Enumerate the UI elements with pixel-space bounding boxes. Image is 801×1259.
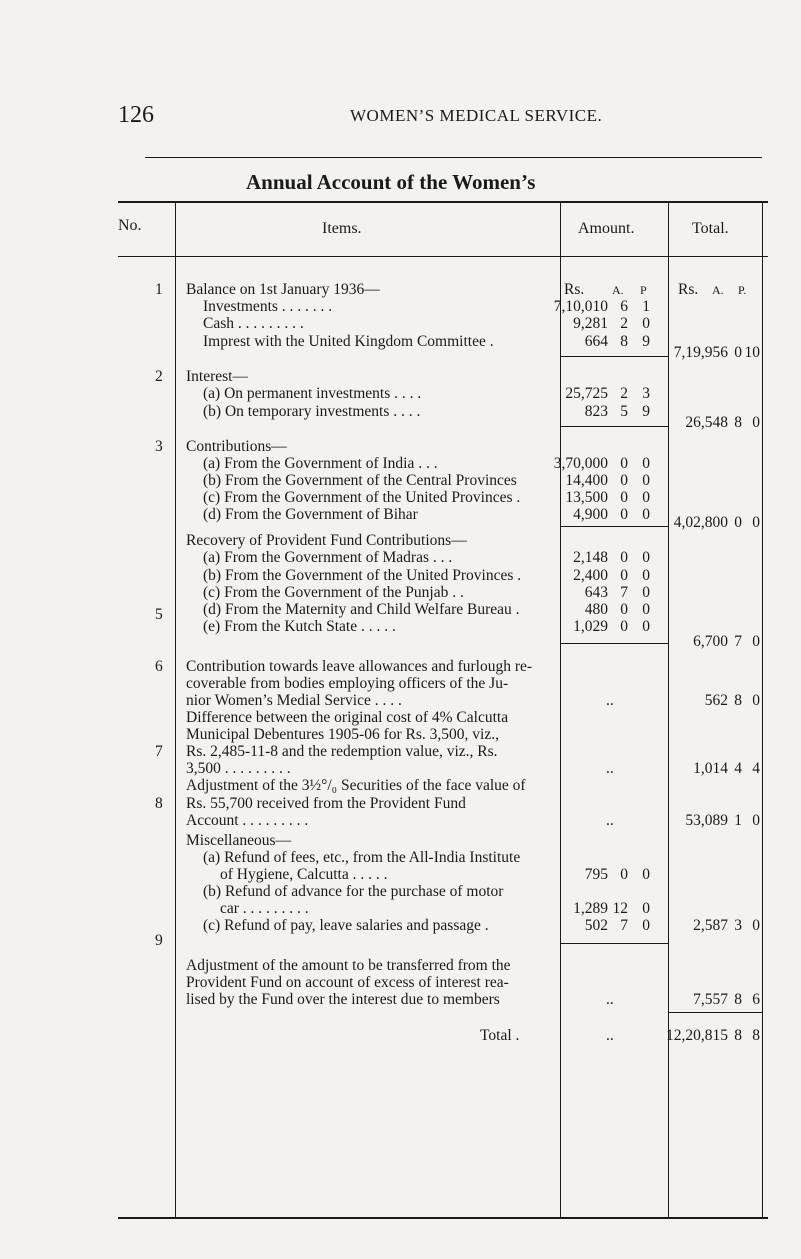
item-line: (a) On permanent investments . . . . [203,385,422,402]
amount-p: 0 [642,618,650,635]
amount-rs: 3,70,000 [553,455,608,472]
item-line: car . . . . . . . . . [220,900,309,917]
amount-a: 0 [620,506,628,523]
item-line: Cash . . . . . . . . . [203,315,304,332]
amount-p: 3 [642,385,650,402]
amount-rs: 25,725 [565,385,608,402]
item-line: Account . . . . . . . . . [186,812,309,829]
amount-a: 5 [620,403,628,420]
item-line: (c) From the Government of the United Provinces . [203,489,521,506]
amount-p: 9 [642,403,650,420]
total-p: 6 [752,991,760,1008]
amount-a: 0 [620,866,628,883]
total-a: 8 [734,991,742,1008]
item-line: (d) From the Government of Bihar [203,506,418,523]
total-currency-a: A. [712,283,724,297]
amount-a: 7 [620,584,628,601]
total-p: 4 [752,760,760,777]
item-line: (d) From the Maternity and Child Welfare Bureau . [203,601,520,618]
item-line: Imprest with the United Kingdom Committee . [203,333,494,350]
amount-a: 2 [620,315,628,332]
amount-a: 0 [620,549,628,566]
amount-rs: 664 [584,333,608,350]
amount-dots: .. [606,991,614,1008]
amount-p: 9 [642,333,650,350]
page-number: 126 [118,102,154,128]
amount-p: 0 [642,900,650,917]
amount-dots: .. [606,812,614,829]
col-rule-total [762,202,763,1217]
total-a: 0 [734,514,742,531]
total-p: 10 [744,344,760,361]
item-line: Recovery of Provident Fund Contributions— [186,532,467,549]
amount-currency-a: A. [612,283,624,297]
item-line: Investments . . . . . . . [203,298,333,315]
amount-rs: 502 [584,917,608,934]
amount-rs: 4,900 [573,506,608,523]
amount-rs: 1,289 [573,900,608,917]
row-number: 2 [155,368,163,385]
subtotal-rule [560,526,668,527]
total-a: 0 [734,344,742,361]
top-rule [145,157,762,158]
total-a: 3 [734,917,742,934]
amount-p: 0 [642,489,650,506]
item-line: Difference between the original cost of 4% Calcutta [186,709,509,726]
item-line: (a) Refund of fees, etc., from the All-India Institute [203,849,521,866]
row-number: 1 [155,281,163,298]
amount-dots: .. [606,692,614,709]
amount-rs: 14,400 [565,472,608,489]
amount-a: 2 [620,385,628,402]
item-line: (c) Refund of pay, leave salaries and passage . [203,917,489,934]
item-line: coverable from bodies employing officers of the Ju- [186,675,509,692]
subtotal-rule [560,643,668,644]
amount-p: 0 [642,584,650,601]
total-rs: 562 [704,692,728,709]
amount-currency-p: P [640,283,647,297]
item-line: (b) From the Government of the United Provinces . [203,567,522,584]
total-rs: 6,700 [693,633,728,650]
header-total: Total. [692,220,729,237]
amount-rs: 823 [584,403,608,420]
total-rs: 7,557 [693,991,728,1008]
item-line: Municipal Debentures 1905-06 for Rs. 3,500, viz., [186,726,499,743]
grand-total-rule [668,1012,762,1013]
item-line: (b) From the Government of the Central Provinces [203,472,517,489]
total-a: 4 [734,760,742,777]
amount-p: 0 [642,472,650,489]
item-line: Interest— [186,368,248,385]
total-label: Total . [480,1027,520,1044]
amount-a: 8 [620,333,628,350]
col-rule-no [175,202,176,1217]
amount-p: 0 [642,866,650,883]
amount-rs: 13,500 [565,489,608,506]
amount-rs: 643 [584,584,608,601]
item-line: Rs. 55,700 received from the Provident Fund [186,795,466,812]
item-line: Rs. 2,485-11-8 and the redemption value, viz., Rs. [186,743,498,760]
amount-dots: .. [606,1027,614,1044]
item-line: nior Women’s Medial Service . . . . [186,692,402,709]
running-head: WOMEN’S MEDICAL SERVICE. [350,106,603,125]
total-p: 0 [752,633,760,650]
item-line: (a) From the Government of India . . . [203,455,438,472]
item-line: of Hygiene, Calcutta . . . . . [220,866,388,883]
amount-dots: .. [606,760,614,777]
amount-a: 7 [620,917,628,934]
total-a: 8 [734,414,742,431]
item-line: Provident Fund on account of excess of interest rea- [186,974,509,991]
subtotal-rule [560,426,668,427]
total-currency-rs: Rs. [678,281,699,298]
item-line: Contributions— [186,438,287,455]
grand-total-p: 8 [752,1027,760,1044]
table-title: Annual Account of the Women’s [246,170,536,194]
amount-rs: 2,148 [573,549,608,566]
item-line: lised by the Fund over the interest due to members [186,991,500,1008]
total-p: 0 [752,514,760,531]
item-line: Adjustment of the amount to be transferred from the [186,957,511,974]
header-amount: Amount. [578,220,635,237]
total-p: 0 [752,917,760,934]
amount-p: 0 [642,549,650,566]
row-number: 6 [155,658,163,675]
total-a: 7 [734,633,742,650]
total-rs: 53,089 [685,812,728,829]
col-rule-items [560,202,561,1217]
amount-a: 0 [620,489,628,506]
amount-a: 0 [620,601,628,618]
amount-a: 12 [612,900,628,917]
total-rs: 4,02,800 [673,514,728,531]
table-bottom-rule [118,1217,768,1219]
amount-p: 0 [642,917,650,934]
item-line: 3,500 . . . . . . . . . [186,760,291,777]
total-p: 0 [752,414,760,431]
total-rs: 1,014 [693,760,728,777]
amount-a: 0 [620,455,628,472]
amount-p: 0 [642,601,650,618]
row-number: 8 [155,795,163,812]
total-rs: 7,19,956 [673,344,728,361]
item-line: Adjustment of the 3½°/₀ Securities of the face value of [186,777,526,794]
total-rs: 26,548 [685,414,728,431]
grand-total-rs: 12,20,815 [666,1027,728,1044]
amount-rs: 2,400 [573,567,608,584]
amount-a: 0 [620,567,628,584]
row-number: 5 [155,606,163,623]
amount-currency-rs: Rs. [564,281,585,298]
amount-rs: 1,029 [573,618,608,635]
item-line: (b) Refund of advance for the purchase of motor [203,883,504,900]
item-line: (e) From the Kutch State . . . . . [203,618,396,635]
amount-a: 0 [620,472,628,489]
header-items: Items. [322,220,362,237]
amount-rs: 9,281 [573,315,608,332]
total-a: 8 [734,692,742,709]
total-p: 0 [752,812,760,829]
subtotal-rule [560,356,668,357]
amount-rs: 480 [584,601,608,618]
item-line: Miscellaneous— [186,832,292,849]
header-rule [118,256,768,257]
grand-total-a: 8 [734,1027,742,1044]
amount-rs: 795 [584,866,608,883]
amount-p: 0 [642,567,650,584]
total-rs: 2,587 [693,917,728,934]
amount-p: 0 [642,315,650,332]
item-line: (a) From the Government of Madras . . . [203,549,453,566]
row-number: 7 [155,743,163,760]
item-line: Contribution towards leave allowances and furlough re- [186,658,533,675]
row-number: 9 [155,932,163,949]
table-top-rule [118,201,768,203]
amount-p: 0 [642,506,650,523]
total-p: 0 [752,692,760,709]
item-line: Balance on 1st January 1936— [186,281,380,298]
total-a: 1 [734,812,742,829]
amount-p: 1 [642,298,650,315]
total-currency-p: P. [738,283,747,297]
subtotal-rule [560,943,668,944]
item-line: (b) On temporary investments . . . . [203,403,421,420]
item-line: (c) From the Government of the Punjab . . [203,584,464,601]
amount-a: 6 [620,298,628,315]
amount-p: 0 [642,455,650,472]
row-number: 3 [155,438,163,455]
header-no: No. [118,217,142,234]
amount-a: 0 [620,618,628,635]
amount-rs: 7,10,010 [553,298,608,315]
